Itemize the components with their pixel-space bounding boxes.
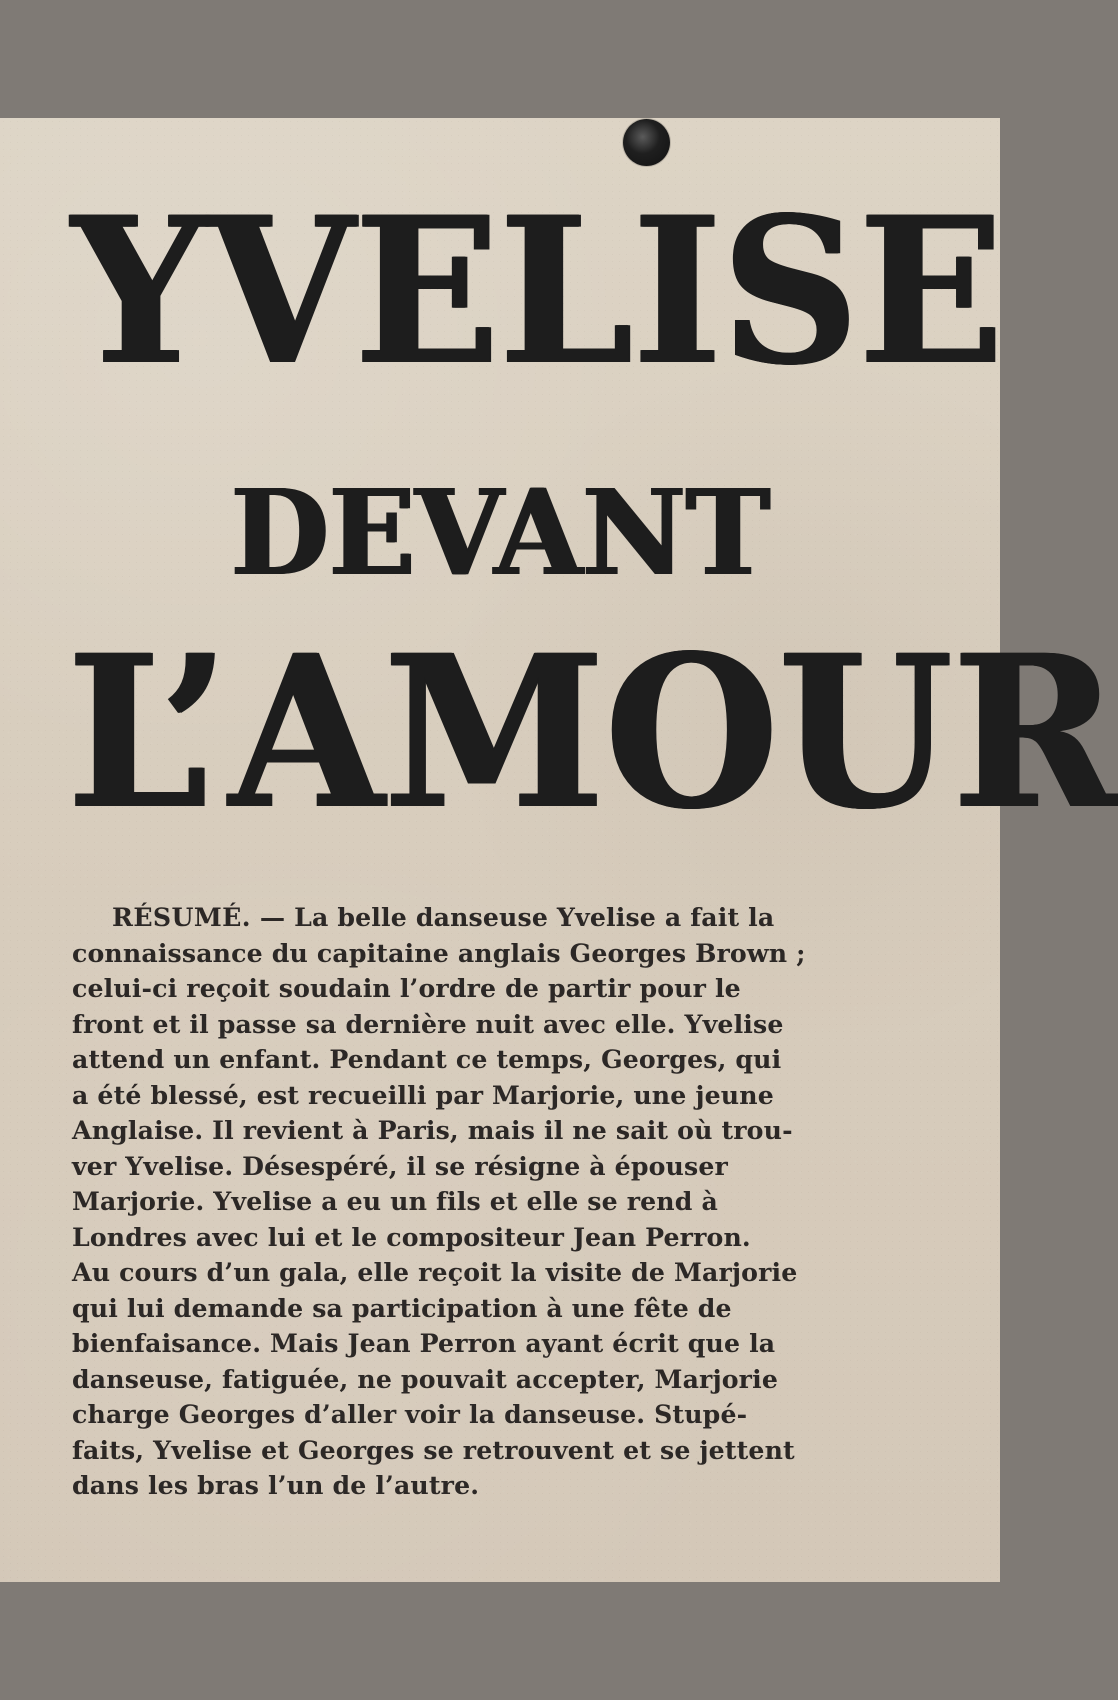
summary-line-11: Au cours d’un gala, elle reçoit la visite de Marjorie (72, 1257, 798, 1287)
summary-line-15: charge Georges d’aller voir la danseuse. Stupé- (72, 1399, 748, 1429)
headline-devant: DEVANT (230, 463, 770, 602)
summary-line-10: Londres avec lui et le compositeur Jean Perron. (72, 1221, 751, 1252)
summary-line-17: dans les bras l’un de l’autre. (72, 1470, 480, 1500)
summary-line-7: Anglaise. Il revient à Paris, mais il ne sait où trou- (72, 1115, 793, 1145)
summary-line-2: connaissance du capitaine anglais Georges Brown ; (72, 937, 806, 968)
summary-text-block (72, 900, 932, 1504)
summary-line-3: celui-ci reçoit soudain l’ordre de partir pour le (72, 973, 741, 1003)
summary-line-16: faits, Yvelise et Georges se retrouvent et se jettent (72, 1434, 795, 1465)
summary-label: RÉSUMÉ. (112, 902, 251, 932)
summary-line-1 (72, 900, 932, 936)
title-dot-ornament (623, 119, 670, 166)
newspaper-clipping (0, 118, 1118, 1582)
headline-lamour: L’AMOUR (66, 609, 1118, 856)
summary-line-12: qui lui demande sa participation à une fête de (72, 1292, 732, 1323)
summary-line-1-text: La belle danseuse Yvelise a fait la (294, 902, 775, 932)
summary-line-8: ver Yvelise. Désespéré, il se résigne à épouser (72, 1150, 728, 1181)
summary-line-5: attend un enfant. Pendant ce temps, Georges, qui (72, 1044, 782, 1074)
summary-line-4: front et il passe sa dernière nuit avec elle. Yvelise (72, 1008, 784, 1039)
summary-line-14: danseuse, fatiguée, ne pouvait accepter, Marjorie (72, 1363, 778, 1394)
summary-line-9: Marjorie. Yvelise a eu un fils et elle se rend à (72, 1186, 718, 1216)
headline-block (44, 118, 1118, 898)
summary-line-6: a été blessé, est recueilli par Marjorie, une jeune (72, 1079, 774, 1110)
summary-line-13: bienfaisance. Mais Jean Perron ayant écrit que la (72, 1328, 776, 1358)
summary-dash: — (259, 902, 286, 932)
headline-yvelise: YVELISE (71, 172, 1004, 410)
